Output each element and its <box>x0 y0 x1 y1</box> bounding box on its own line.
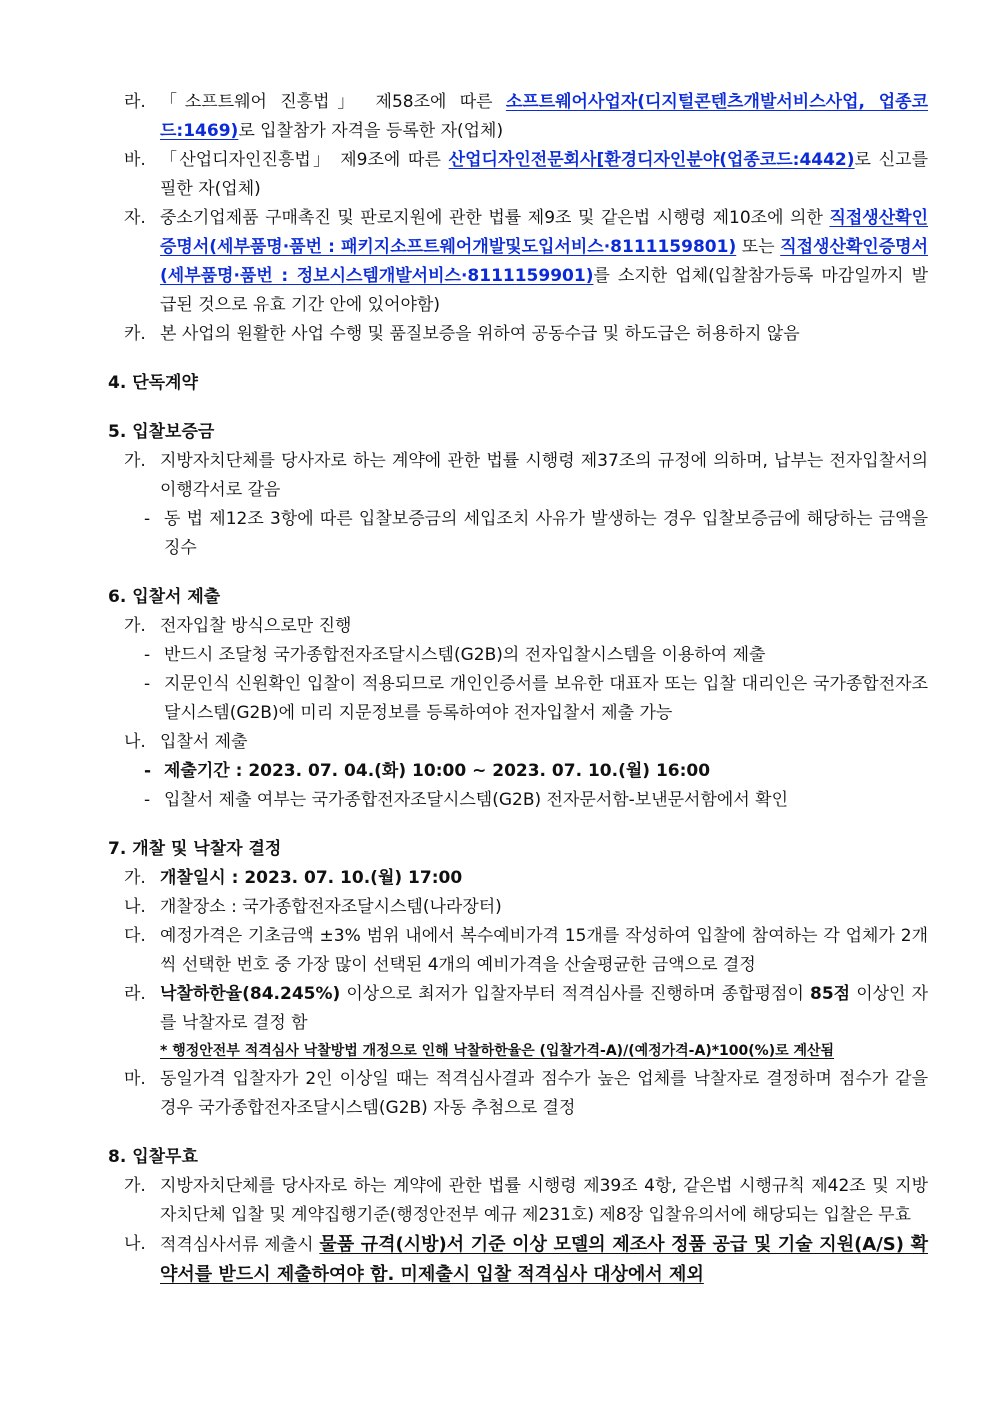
s7-item-ga-opening-time <box>108 864 928 893</box>
certificate-link-package-sw[interactable]: 직접생산확인증명서(세부품명·품번 : 패키지소프트웨어개발및도입서비스·8111159801) <box>160 208 928 257</box>
item-text: 개찰일시 : 2023. 07. 10.(월) 17:00 <box>160 868 463 888</box>
item-marker: 가. <box>124 868 146 888</box>
section-heading-4: 4. 단독계약 <box>108 373 198 393</box>
section-heading-6: 6. 입찰서 제출 <box>108 587 221 607</box>
item-marker: 다. <box>124 926 146 946</box>
dash-marker: - <box>144 645 151 665</box>
item-marker: 나. <box>124 732 146 752</box>
item-marker: 나. <box>124 1234 146 1254</box>
opening-datetime: 2023. 07. 10.(월) 17:00 <box>244 868 463 888</box>
s6-dash-1 <box>108 641 928 670</box>
item-text: 본 사업의 원활한 사업 수행 및 품질보증을 위하여 공동수급 및 하도급은 허용하지 않음 <box>160 324 800 344</box>
submission-period: 제출기간 : 2023. 07. 04.(화) 10:00 ~ 2023. 07. 10.(월) 16:00 <box>164 761 711 781</box>
item-text: 지문인식 신원확인 입찰이 적용되므로 개인인증서를 보유한 대표자 또는 입찰 대리인은 국가종합전자조달시스템(G2B)에 미리 지문정보를 등록하여야 전자입찰서 제출 가능 <box>164 674 928 723</box>
item-marker: 가. <box>124 616 146 636</box>
min-score: 85점 <box>810 984 851 1004</box>
s8-item-na <box>108 1230 928 1289</box>
item-text: 전자입찰 방식으로만 진행 <box>160 616 352 636</box>
dash-marker: - <box>144 790 151 810</box>
section-heading-8: 8. 입찰무효 <box>108 1147 198 1167</box>
item-marker: 라. <box>124 92 146 112</box>
s7-item-ra <box>108 980 928 1038</box>
section-heading-7: 7. 개찰 및 낙찰자 결정 <box>108 839 282 859</box>
item-marker: 가. <box>124 1176 146 1196</box>
s5-item-ga <box>108 447 928 505</box>
section-heading-5: 5. 입찰보증금 <box>108 422 215 442</box>
s8-item-ga <box>108 1172 928 1230</box>
dash-marker: - <box>144 509 151 529</box>
certificate-link-info-system[interactable]: 직접생산확인증명서(세부품명·품번 : 정보시스템개발서비스·8111159901) <box>160 237 928 286</box>
lower-limit-rate: 낙찰하한율(84.245%) <box>160 984 341 1004</box>
item-text: 입찰서 제출 <box>160 732 248 752</box>
item-marker: 카. <box>124 324 146 344</box>
item-ja-direct-production <box>108 204 928 320</box>
s6-item-ga <box>108 612 928 641</box>
item-text: 반드시 조달청 국가종합전자조달시스템(G2B)의 전자입찰시스템을 이용하여 제출 <box>164 645 766 665</box>
s6-dash-submission-period <box>108 757 928 786</box>
item-text: 낙찰하한율(84.245%) 이상으로 최저가 입찰자부터 적격심사를 진행하며 종합평점이 85점 이상인 자를 낙찰자로 결정 함 <box>160 984 928 1033</box>
item-text: 동 법 제12조 3항에 따른 입찰보증금의 세입조치 사유가 발생하는 경우 입찰보증금에 해당하는 금액을 징수 <box>164 509 928 558</box>
s6-item-na <box>108 728 928 757</box>
document-body <box>108 88 928 1289</box>
item-ka-no-subcontract <box>108 320 928 349</box>
item-text: 지방자치단체를 당사자로 하는 계약에 관한 법률 시행령 제37조의 규정에 의하며, 납부는 전자입찰서의 이행각서로 갈음 <box>160 451 928 500</box>
s7-item-na <box>108 893 928 922</box>
item-text: 「산업디자인진흥법」 제9조에 따른 산업디자인전문회사[환경디자인분야(업종코드:4442)로 신고를 필한 자(업체) <box>160 150 928 199</box>
item-marker: 자. <box>124 208 146 228</box>
mandatory-submission-notice: 물품 규격(시방)서 기준 이상 모델의 제조사 정품 공급 및 기술 지원(A/S) 확약서를 받드시 제출하여야 함. 미제출시 입찰 적격심사 대상에서 제외 <box>160 1234 929 1285</box>
item-text: 입찰서 제출 여부는 국가종합전자조달시스템(G2B) 전자문서함-보낸문서함에서 확인 <box>164 790 788 810</box>
item-ba-design <box>108 146 928 204</box>
item-marker: 나. <box>124 897 146 917</box>
s6-dash-4 <box>108 786 928 815</box>
item-text: 「소프트웨어 진흥법」 제58조에 따른 소프트웨어사업자(디지털콘텐츠개발서비스사업, 업종코드:1469)로 입찰참가 자격을 등록한 자(업체) <box>160 92 929 141</box>
calculation-note: * 행정안전부 적격심사 낙찰방법 개정으로 인해 낙찰하한율은 (입찰가격-A)/(예정가격-A)*100(%)로 계산됨 <box>160 1043 835 1059</box>
s7-item-ma <box>108 1065 928 1123</box>
item-marker: 마. <box>124 1069 146 1089</box>
software-business-link[interactable]: 소프트웨어사업자(디지털콘텐츠개발서비스사업, 업종코드:1469) <box>160 92 929 141</box>
item-text: 동일가격 입찰자가 2인 이상일 때는 적격심사결과 점수가 높은 업체를 낙찰자로 결정하며 점수가 같을 경우 국가종합전자조달시스템(G2B) 자동 추첨으로 결정 <box>160 1069 928 1118</box>
s6-dash-2 <box>108 670 928 728</box>
dash-marker: - <box>144 761 152 781</box>
item-marker: 바. <box>124 150 146 170</box>
dash-marker: - <box>144 674 151 694</box>
s5-dash-1 <box>108 505 928 563</box>
item-text: 예정가격은 기초금액 ±3% 범위 내에서 복수예비가격 15개를 작성하여 입찰에 참여하는 각 업체가 2개씩 선택한 번호 중 가장 많이 선택된 4개의 예비가격을 산술평균한 금액으로 결정 <box>160 926 928 975</box>
item-text: 지방자치단체를 당사자로 하는 계약에 관한 법률 시행령 제39조 4항, 같은법 시행규칙 제42조 및 지방자치단체 입찰 및 계약집행기준(행정안전부 예규 제231호) 제8장 입찰유의서에 해당되는 입찰은 무효 <box>160 1176 928 1225</box>
item-ra-software <box>108 88 928 146</box>
s7-item-da <box>108 922 928 980</box>
item-text: 중소기업제품 구매촉진 및 판로지원에 관한 법률 제9조 및 같은법 시행령 제10조에 의한 직접생산확인증명서(세부품명·품번 : 패키지소프트웨어개발및도입서비스·8111159801) 또는 직접생산확인증명서(세부품명·품번 : 정보시스템개발서비스·8111159901)를 소지한 업체(입찰참가등록 마감일까지 발급된 것으로 유효 기간 안에 있어야함) <box>160 208 928 315</box>
design-company-link[interactable]: 산업디자인전문회사[환경디자인분야(업종코드:4442) <box>448 150 855 170</box>
item-marker: 라. <box>124 984 146 1004</box>
item-text: 개찰장소 : 국가종합전자조달시스템(나라장터) <box>160 897 502 917</box>
item-text: 적격심사서류 제출시 물품 규격(시방)서 기준 이상 모델의 제조사 정품 공급 및 기술 지원(A/S) 확약서를 받드시 제출하여야 함. 미제출시 입찰 적격심사 대상에서 제외 <box>160 1234 929 1285</box>
item-marker: 가. <box>124 451 146 471</box>
